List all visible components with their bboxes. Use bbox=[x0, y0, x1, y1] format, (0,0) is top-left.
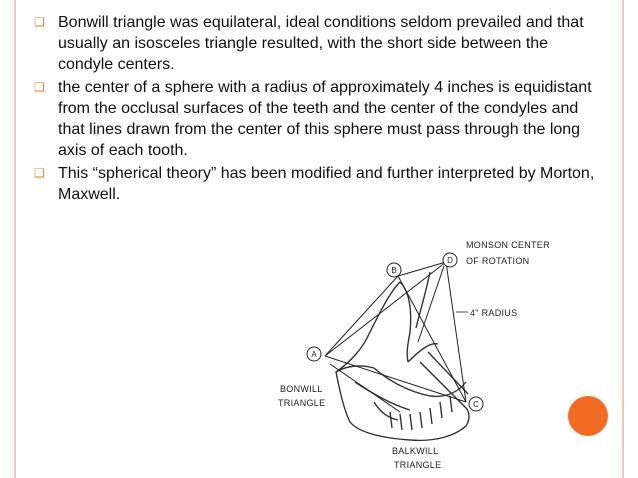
point-b-label: B bbox=[391, 266, 397, 275]
rotation-label: OF ROTATION bbox=[466, 256, 530, 266]
point-a-marker bbox=[307, 347, 321, 361]
point-c-marker bbox=[469, 397, 483, 411]
bullet-item-sphere bbox=[34, 77, 606, 161]
bullet-item-bonwill bbox=[34, 12, 606, 75]
bullet-item-spherical-theory bbox=[34, 163, 606, 205]
bullet-text: Bonwill triangle was equilateral, ideal conditions seldom prevailed and that usually an isosceles triangle resulted, with the short side between the condyle centers. bbox=[58, 14, 584, 73]
point-a-label: A bbox=[311, 350, 317, 359]
balkwill-label: BALKWILL bbox=[392, 446, 439, 456]
monson-line-ad bbox=[325, 262, 446, 356]
bonwill-label: BONWILL bbox=[280, 384, 323, 394]
bonwill-line-ab bbox=[325, 276, 398, 356]
radius-label: 4" RADIUS bbox=[470, 308, 518, 318]
bullet-list bbox=[34, 12, 606, 207]
monson-line-bd bbox=[398, 262, 446, 276]
bullet-text: This “spherical theory” has been modified and further interpreted by Morton, Maxwell. bbox=[58, 165, 595, 203]
monson-center-label: MONSON CENTER bbox=[466, 240, 550, 250]
mandible-diagram-svg bbox=[270, 232, 570, 472]
bullet-marker-icon: ❑ bbox=[34, 15, 45, 29]
triangle-lines bbox=[325, 262, 466, 412]
bullet-marker-icon: ❑ bbox=[34, 166, 45, 180]
right-border-line bbox=[622, 0, 624, 478]
point-d-marker bbox=[443, 253, 457, 267]
mandible-outline bbox=[336, 272, 469, 440]
bullet-marker-icon: ❑ bbox=[34, 80, 45, 94]
bullet-text: the center of a sphere with a radius of approximately 4 inches is equidistant from the occlusal surfaces of the teeth and the center of the condyles and that lines drawn from the center of this sphere must pass through the long axis of each tooth. bbox=[58, 79, 592, 159]
point-c-label: C bbox=[473, 400, 479, 409]
mandible-diagram bbox=[270, 232, 570, 472]
balkwill-triangle-label: TRIANGLE bbox=[394, 460, 442, 470]
point-b-marker bbox=[387, 263, 401, 277]
balkwill-line bbox=[330, 364, 400, 412]
accent-circle bbox=[568, 396, 608, 436]
point-d-label: D bbox=[447, 256, 453, 265]
bonwill-triangle-label: TRIANGLE bbox=[278, 398, 326, 408]
left-border-line bbox=[14, 0, 16, 478]
